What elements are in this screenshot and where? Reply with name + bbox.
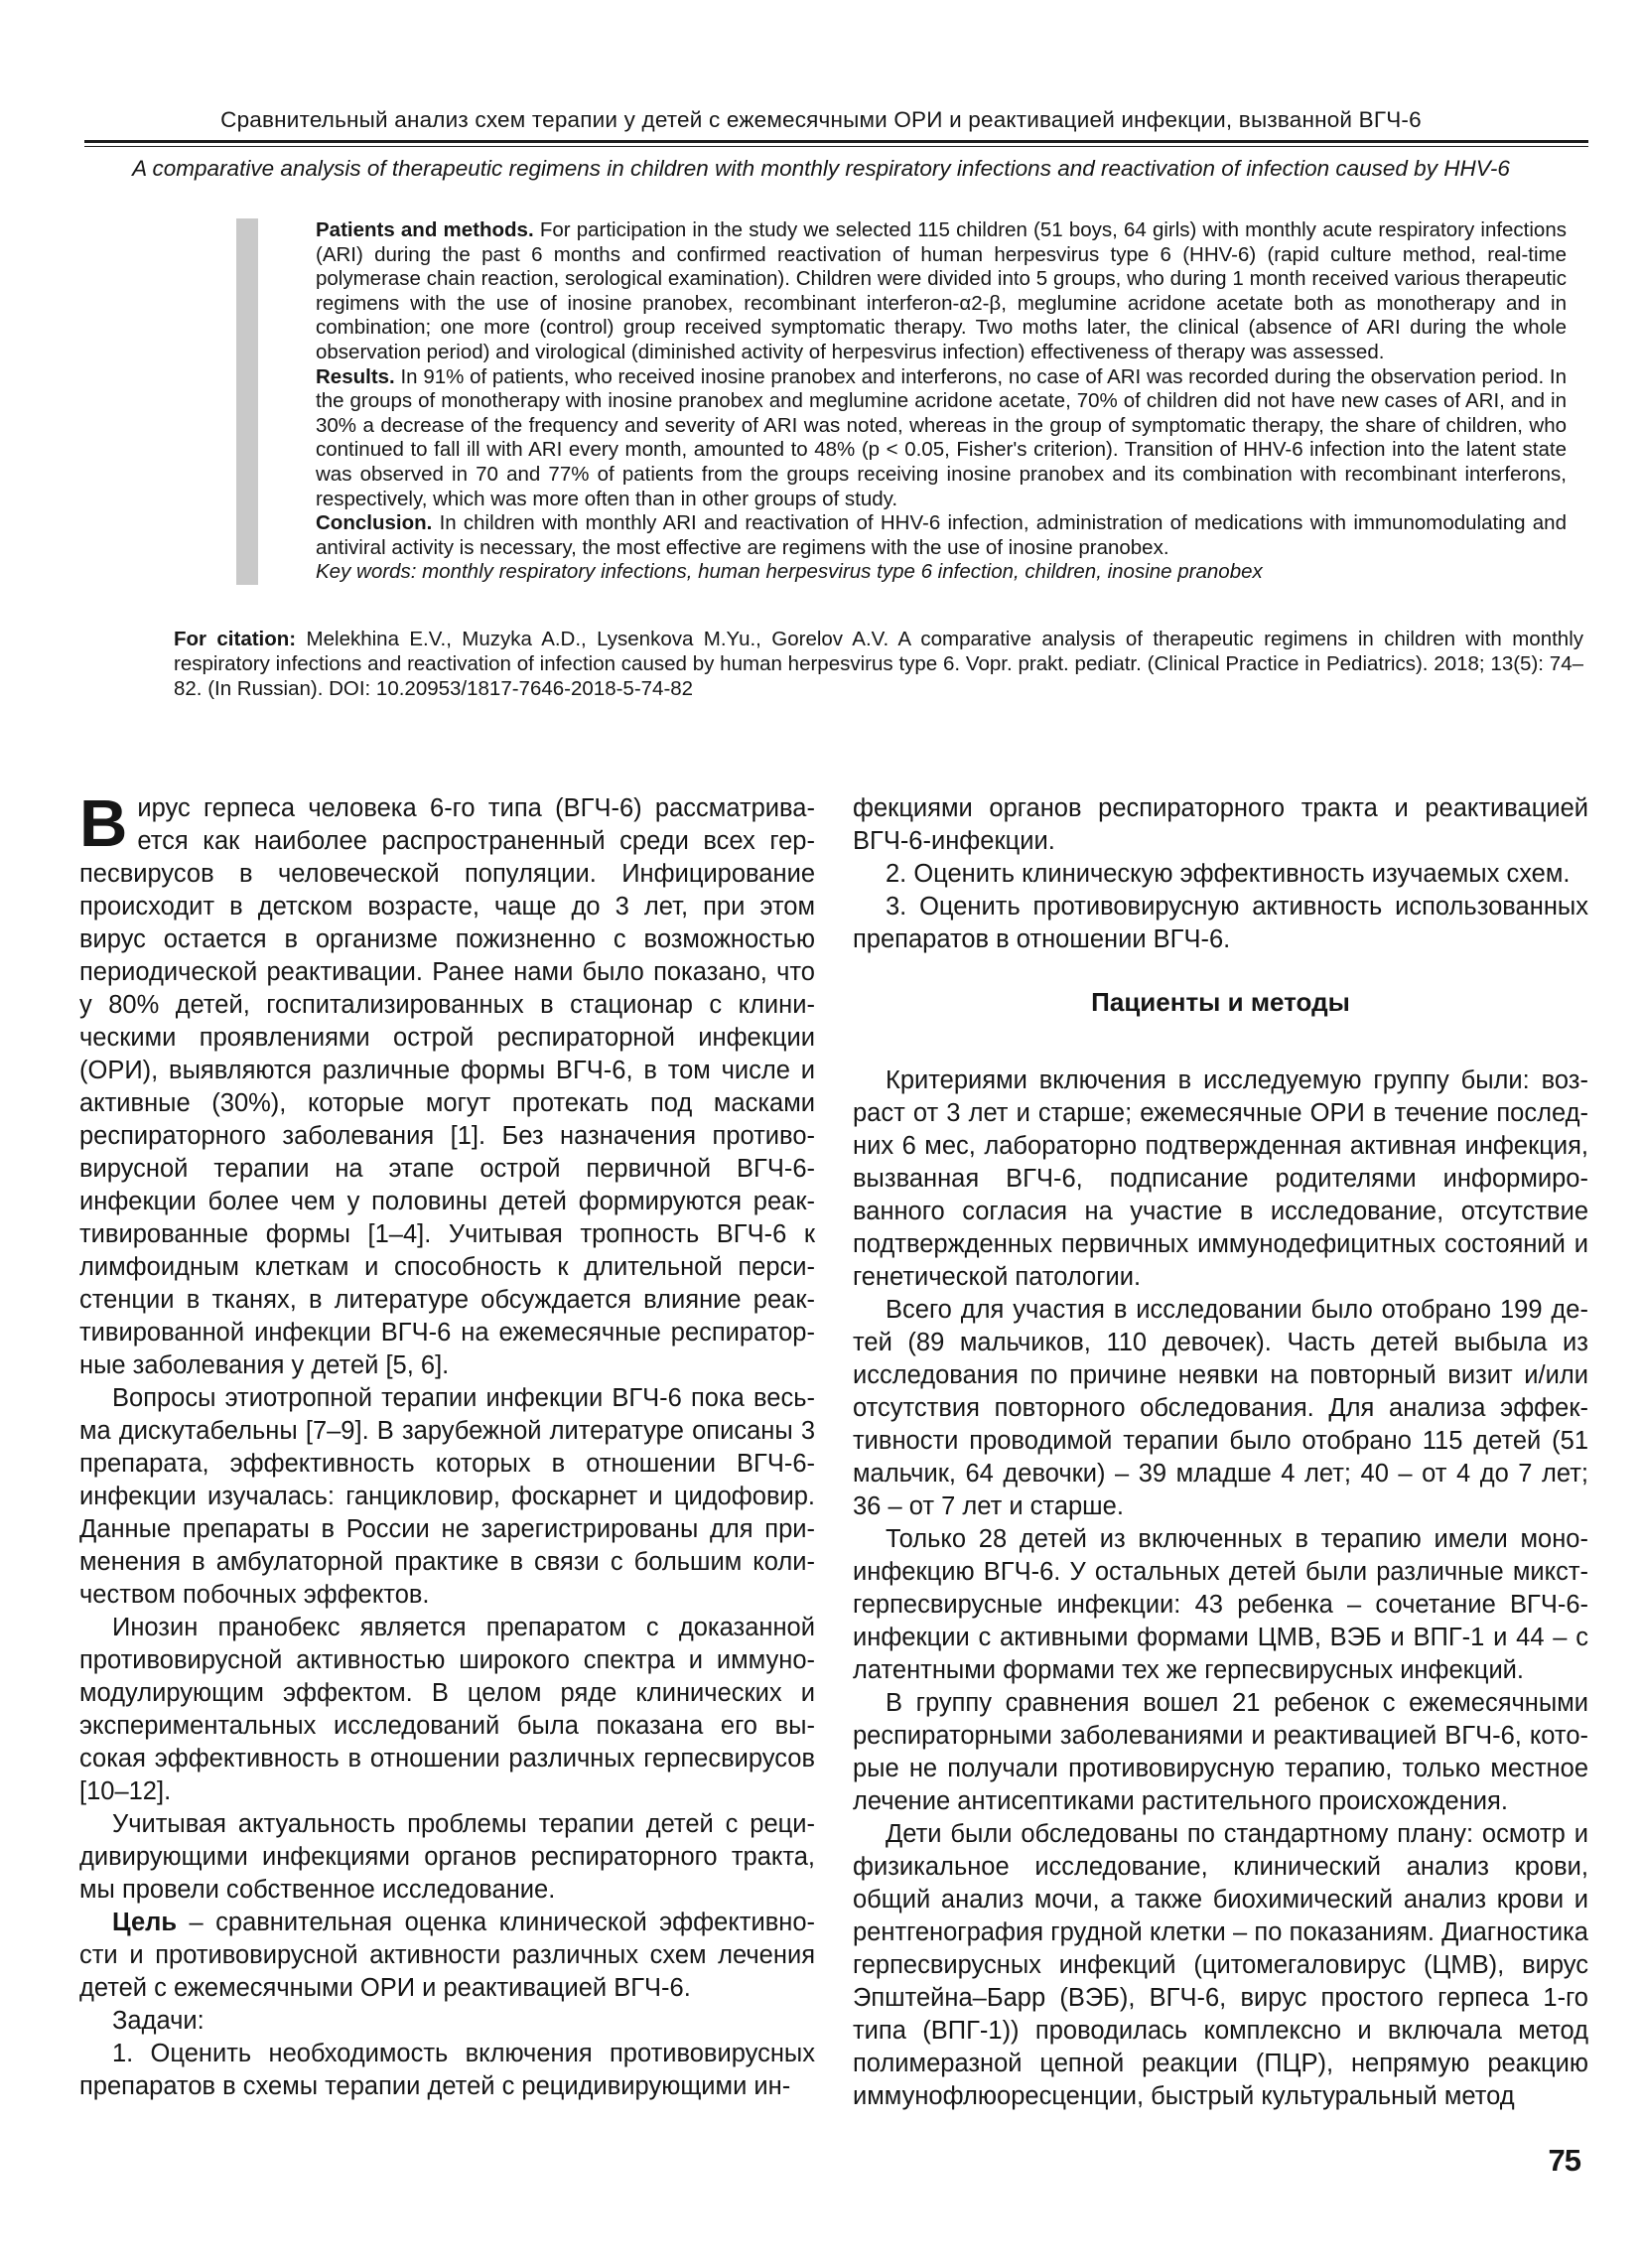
conclusion-text: In children with monthly ARI and reactivation of HHV-6 infection, administration of medications with immunomodulating and antiviral activity is necessary, the most effective are regimens with the use of inosine pranobex. xyxy=(316,511,1567,559)
conclusion-label: Conclusion. xyxy=(316,511,433,535)
paragraph-tasks-label: Задачи: xyxy=(112,2006,205,2035)
goal-text: – сравнительная оценка клинической эффективности и противовирусной активности различных схем лечения детей с ежемесячными ОРИ и реактивацией ВГЧ-6. xyxy=(79,1908,815,2002)
abstract-patients-methods xyxy=(316,218,1567,365)
paragraph: Дети были обследованы по стандартному плану: осмотр и физикальное исследование, клинический анализ крови, общий анализ мочи, а также биохимический анализ крови и рентгенография грудной клетки – по показаниям. Диагностика герпесвирусных инфекций (цитомегаловирус (ЦМВ), вирус Эпштейна–Барр (ВЭБ), ВГЧ-6, вирус простого герпеса 1-го типа (ВПГ-1)) проводилась комплексно и включала метод полимеразной цепной реакции (ПЦР), непрямую реакцию иммунофлюоресценции, быстрый культуральный метод xyxy=(853,1819,1588,2110)
paragraph: Вопросы этиотропной терапии инфекции ВГЧ-6 пока весьма дискутабельны [7–9]. В зарубежной литературе описаны 3 препарата, эффективность которых в отношении ВГЧ-6-инфекции изучалась: ганцикловир, фоскарнет и цидофовир. Данные препараты в России не зарегистрированы для применения в амбулаторной практике в связи с большим количеством побочных эффектов. xyxy=(79,1383,815,1609)
results-text: In 91% of patients, who received inosine pranobex and interferons, no case of ARI was recorded during the observation period. In the groups of monotherapy with inosine pranobex and meglumine acridone acetate, 70% of children did not have new cases of ARI, and in 30% a decrease of the frequency and severity of ARI was noted, whereas in the group of symptomatic therapy, the share of children, who continued to fall ill with ARI every month, amounted to 48% (p < 0.05, Fisher's criterion). Transition of HHV-6 infection into the latent state was observed in 70 and 77% of patients from the groups receiving inosine pranobex and its combination with recombinant interferons, respectively, which was more often than in other groups of study. xyxy=(316,364,1567,510)
paragraph-goal xyxy=(79,1907,815,2005)
article-body xyxy=(79,785,1588,2113)
article-title-english: A comparative analysis of therapeutic regimens in children with monthly respiratory infections and reactivation of infection caused by HHV-6 xyxy=(132,156,1510,181)
abstract-results xyxy=(316,365,1567,512)
results-label: Results. xyxy=(316,364,395,388)
patients-methods-text: For participation in the study we selected 115 children (51 boys, 64 girls) with monthly acute respiratory infections (ARI) during the past 6 months and confirmed reactivation of human herpesvirus type 6 (HHV-6) (rapid culture method, real-time polymerase chain reaction, serological examination). Children were divided into 5 groups, who during 1 month received various therapeutic regimens with the use of inosine pranobex, recombinant interferon-α2-β, meglumine acridone acetate both as monotherapy and in combination; one more (control) group received symptomatic therapy. Two moths later, the clinical (absence of ARI during the whole observation period) and virological (diminished activity of herpesvirus infection) effectiveness of therapy was assessed. xyxy=(316,218,1567,363)
citation-text: Melekhina E.V., Muzyka A.D., Lysenkova M.Yu., Gorelov A.V. A comparative analysis of therapeutic regimens in children with monthly respiratory infections and reactivation of infection caused by human herpesvirus type 6. Vopr. prakt. pediatr. (Clinical Practice in Pediatrics). 2018; 13(5): 74–82. (In Russian). DOI: 10.20953/1817-7646-2018-5-74-82 xyxy=(174,627,1584,700)
abstract-text-block xyxy=(316,218,1567,585)
section-heading-patients-methods: Пациенты и методы xyxy=(1091,986,1350,1017)
paragraph: Учитывая актуальность проблемы терапии детей с рецидивирующими инфекциями органов респираторного тракта, мы провели собственное исследование. xyxy=(79,1809,815,1904)
citation-label: For citation: xyxy=(174,627,297,650)
paragraph: Всего для участия в исследовании было отобрано 199 детей (89 мальчиков, 110 девочек). Часть детей выбыла из исследования по причине неявки на повторный визит и/или отсутствия повторного обследования. Для анализа эффективности проводимой терапии было отобрано 115 детей (51 мальчик, 64 девочки) – 39 младше 4 лет; 40 – от 4 до 7 лет; 36 – от 7 лет и старше. xyxy=(853,1295,1588,1520)
left-column xyxy=(79,785,815,2113)
keywords-line: Key words: monthly respiratory infections, human herpesvirus type 6 infection, children, inosine pranobex xyxy=(316,560,1263,584)
patients-methods-label: Patients and methods. xyxy=(316,218,534,241)
citation-paragraph xyxy=(174,627,1583,701)
abstract-side-bar xyxy=(236,218,258,585)
paragraph: Инозин пранобекс является препаратом с доказанной противовирусной активностью широкого спектра и иммуномодулирующим эффектом. В целом ряде клинических и экспериментальных исследований была показана его высокая эффективность в отношении различных герпесвирусов [10–12]. xyxy=(79,1613,815,1805)
abstract-conclusion xyxy=(316,511,1567,560)
citation-section xyxy=(174,627,1583,701)
paragraph-task-1: 1. Оценить необходимость включения противовирусных препаратов в схемы терапии детей с рецидивирующими ин- xyxy=(79,2039,815,2100)
paragraph-continuation: фекциями органов респираторного тракта и реактивацией ВГЧ-6-инфекции. xyxy=(853,793,1588,855)
paragraph-task-2: 2. Оценить клиническую эффективность изучаемых схем. xyxy=(886,859,1571,888)
paragraph: В группу сравнения вошел 21 ребенок с ежемесячными респираторными заболеваниями и реактивацией ВГЧ-6, которые не получали противовирусную терапию, только местное лечение антисептиками растительного происхождения. xyxy=(853,1688,1588,1815)
page-header xyxy=(0,107,1642,182)
right-column xyxy=(853,792,1588,2113)
goal-label: Цель xyxy=(112,1908,177,1936)
page-number: 75 xyxy=(1548,2143,1580,2178)
abstract-section xyxy=(236,218,1567,585)
paragraph-intro xyxy=(79,785,815,1382)
paragraph-task-3: 3. Оценить противовирусную активность использованных препаратов в отношении ВГЧ-6. xyxy=(853,892,1588,953)
drop-cap: В xyxy=(79,785,128,861)
article-title-russian: Сравнительный анализ схем терапии у детей с ежемесячными ОРИ и реактивацией инфекции, вызванной ВГЧ-6 xyxy=(220,107,1422,132)
paragraph: Критериями включения в исследуемую группу были: возраст от 3 лет и старше; ежемесячные ОРИ в течение последних 6 мес, лабораторно подтвержденная активная инфекция, вызванная ВГЧ-6, подписание родителями информированного согласия на участие в исследование, отсутствие подтвержденных первичных иммунодефицитных состояний и генетической патологии. xyxy=(853,1065,1588,1291)
paragraph: Только 28 детей из включенных в терапию имели моноинфекцию ВГЧ-6. У остальных детей были различные микст-герпесвирусные инфекции: 43 ребенка – сочетание ВГЧ-6-инфекции с активными формами ЦМВ, ВЭБ и ВПГ-1 и 44 – с латентными формами тех же герпесвирусных инфекций. xyxy=(853,1524,1588,1684)
paragraph-intro-text: ирус герпеса человека 6-го типа (ВГЧ-6) рассматривается как наиболее распространенный среди всех герпесвирусов в человеческой популяции. Инфицирование происходит в детском возрасте, чаще до 3 лет, при этом вирус остается в организме пожизненно с возможностью периодической реактивации. Ранее нами было показано, что у 80% детей, госпитализированных в стационар с клиническими проявлениями острой респираторной инфекции (ОРИ), выявляются различные формы ВГЧ-6, в том числе и активные (30%), которые могут протекать под масками респираторного заболевания [1]. Без назначения противовирусной терапии на этапе острой первичной ВГЧ-6-инфекции более чем у половины детей формируются реактивированные формы [1–4]. Учитывая тропность ВГЧ-6 к лимфоидным клеткам и способность к длительной персистенции в тканях, в литературе обсуждается влияние реактивированной инфекции ВГЧ-6 на ежемесячные респираторные заболевания у детей [5, 6]. xyxy=(79,793,815,1379)
header-divider-rule xyxy=(84,140,1588,147)
